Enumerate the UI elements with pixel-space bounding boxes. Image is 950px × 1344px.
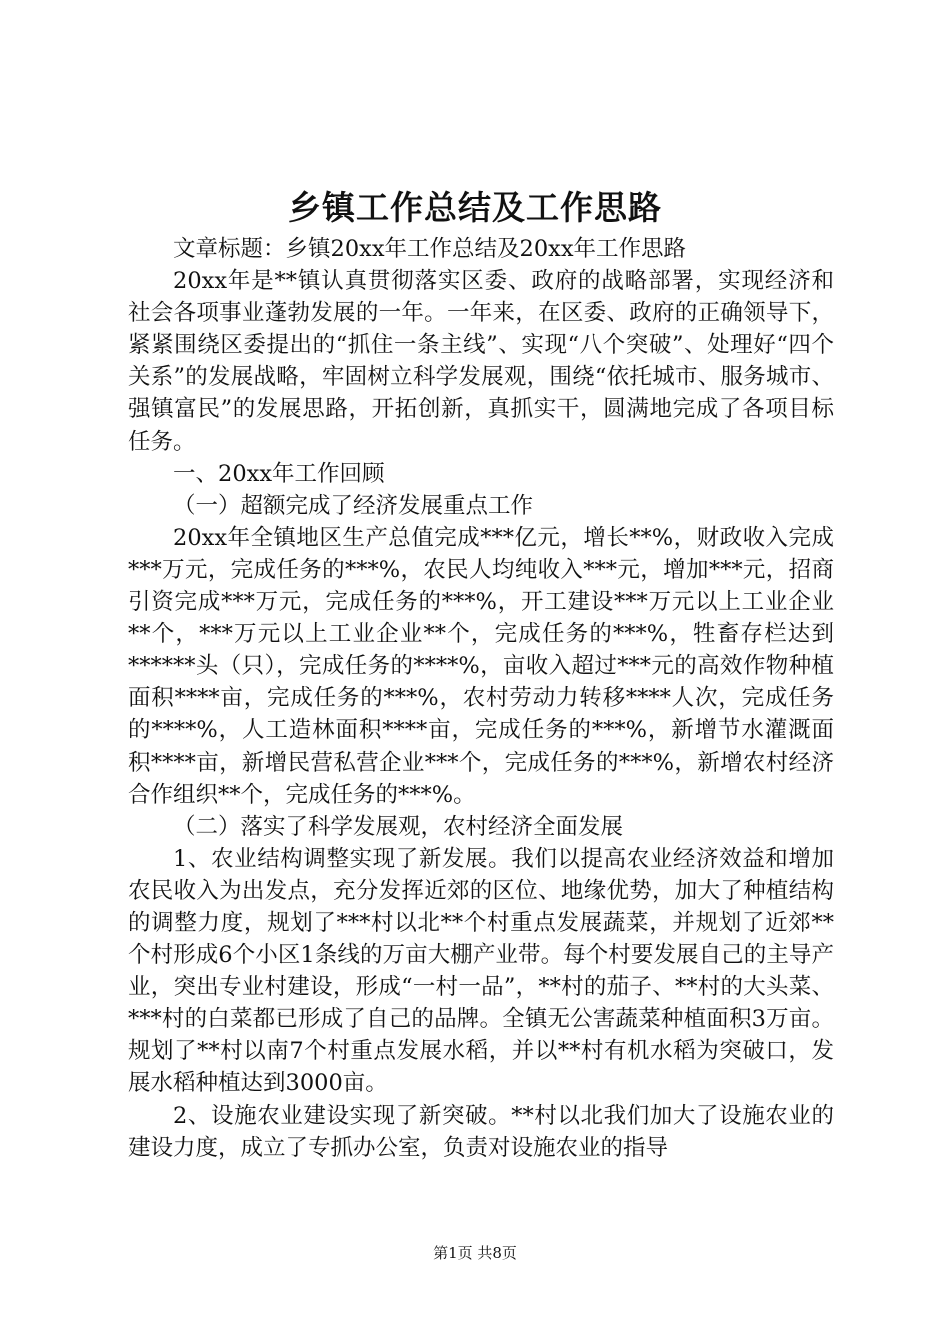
intro-paragraph: 20xx年是**镇认真贯彻落实区委、政府的战略部署，实现经济和社会各项事业蓬勃发展的一年。一年来，在区委、政府的正确领导下，紧紧围绕区委提出的“抓住一条主线”、实现“八个突破”、处理好“四个关系”的发展战略，牢固树立科学发展观，围绕“依托城市、服务城市、强镇富民”的发展思路，开拓创新，真抓实干，圆满地完成了各项目标任务。 (128, 268, 834, 455)
subsection-heading-2: （二）落实了科学发展观，农村经济全面发展 (173, 813, 624, 840)
document-body (128, 233, 834, 1164)
section-heading-1: 一、20xx年工作回顾 (173, 460, 385, 487)
agriculture-paragraph: 1、农业结构调整实现了新发展。我们以提高农业经济效益和增加农民收入为出发点，充分发挥近郊的区位、地缘优势，加大了种植结构的调整力度，规划了***村以北**个村重点发展蔬菜，并规划了近郊**个村形成6个小区1条线的万亩大棚产业带。每个村要发展自己的主导产业，突出专业村建设，形成“一村一品”，**村的茄子、**村的大头菜、***村的白菜都已形成了自己的品牌。全镇无公害蔬菜种植面积3万亩。规划了**村以南7个村重点发展水稻，并以**村有机水稻为突破口，发展水稻种植达到3000亩。 (128, 845, 834, 1097)
economy-paragraph: 20xx年全镇地区生产总值完成***亿元，增长**%，财政收入完成***万元，完成任务的***%，农民人均纯收入***元，增加***元，招商引资完成***万元，完成任务的***%，开工建设***万元以上工业企业**个，***万元以上工业企业**个，完成任务的***%，牲畜存栏达到******头（只），完成任务的****%，亩收入超过***元的高效作物种植面积****亩，完成任务的***%，农村劳动力转移****人次，完成任务的****%，人工造林面积****亩，完成任务的***%，新增节水灌溉面积****亩，新增民营私营企业***个，完成任务的***%，新增农村经济合作组织**个，完成任务的***%。 (128, 524, 834, 808)
article-subtitle: 文章标题：乡镇20xx年工作总结及20xx年工作思路 (173, 236, 687, 262)
page-footer: 第1页 共8页 (433, 1244, 517, 1262)
page-title: 乡镇工作总结及工作思路 (288, 188, 662, 227)
facility-agriculture-paragraph: 2、设施农业建设实现了新突破。**村以北我们加大了设施农业的建设力度，成立了专抓办公室，负责对设施农业的指导 (128, 1102, 834, 1161)
subsection-heading-1: （一）超额完成了经济发展重点工作 (173, 492, 534, 519)
